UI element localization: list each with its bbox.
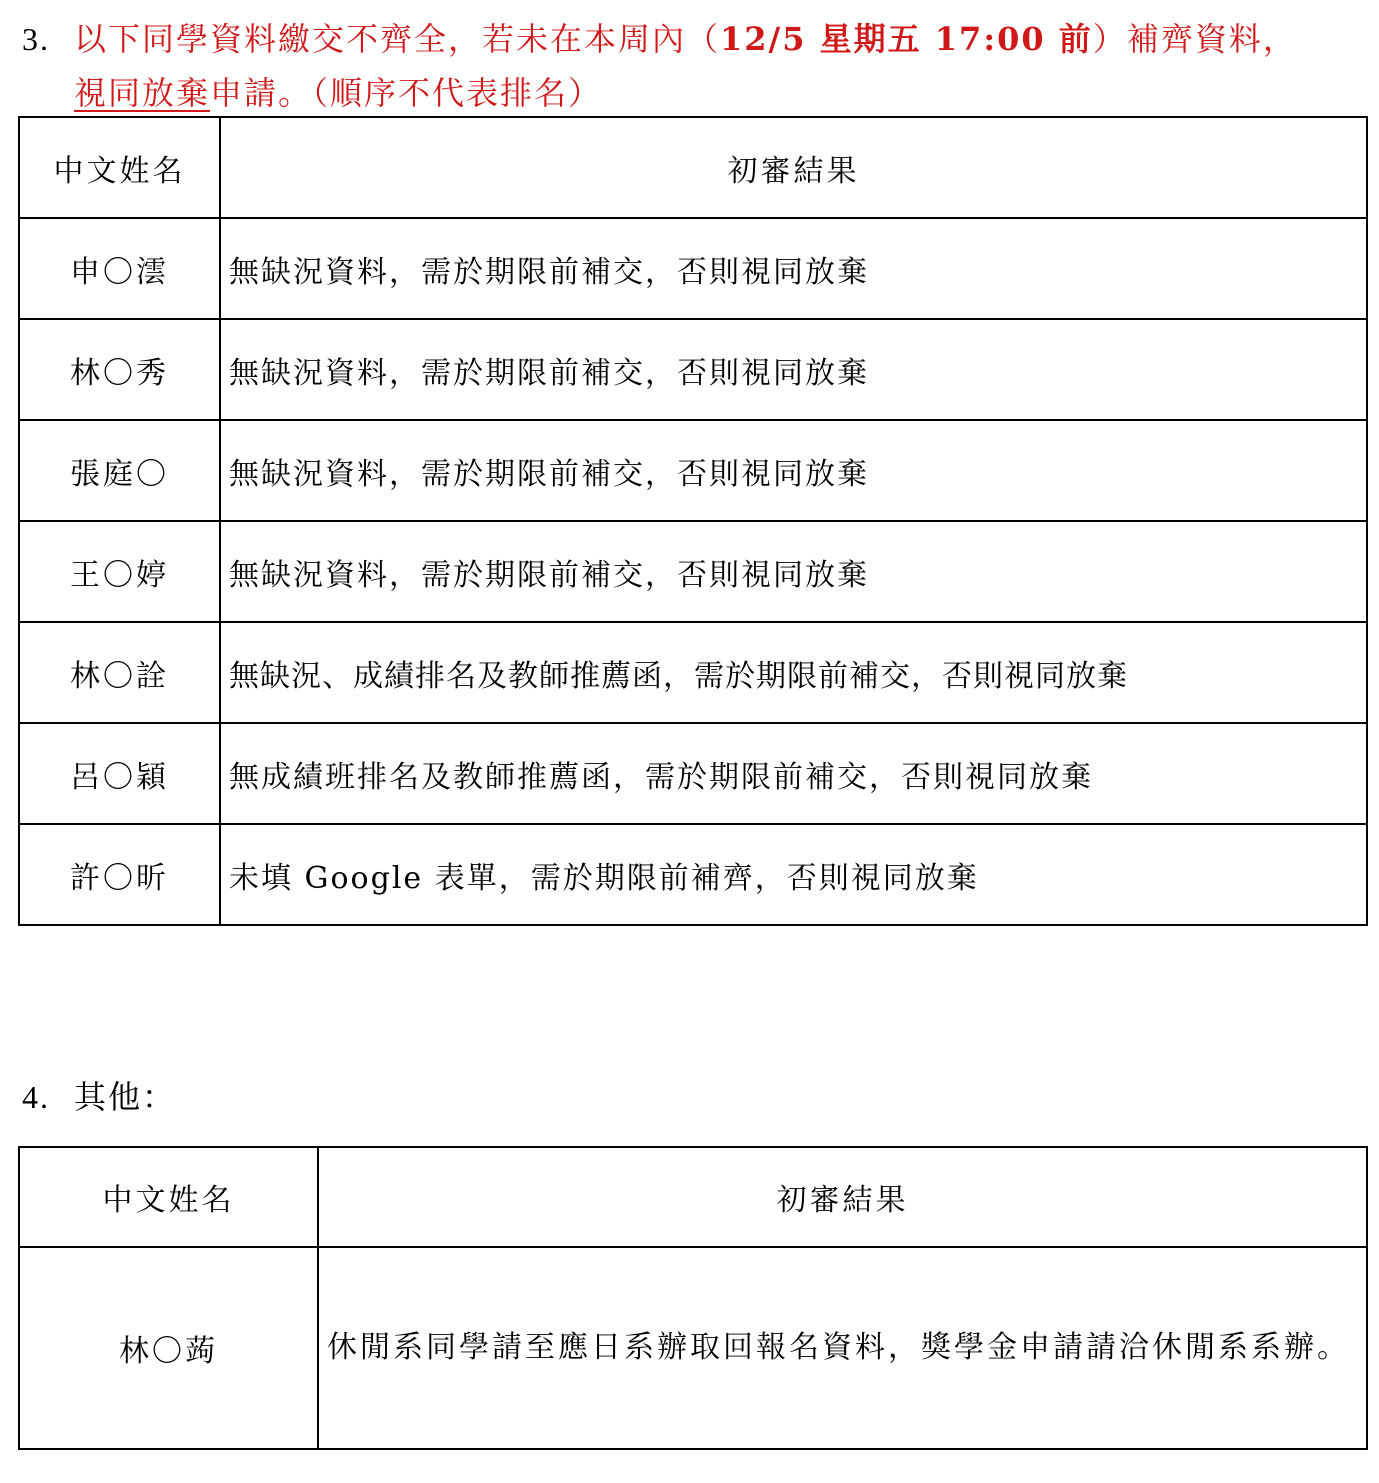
student-name: 呂〇穎 (19, 723, 220, 824)
section-4-number: 4. (22, 1079, 50, 1115)
review-result: 休閒系同學請至應日系辦取回報名資料，獎學金申請請洽休閒系系辦。 (318, 1247, 1367, 1449)
table-row (19, 1247, 1367, 1449)
review-result: 無缺況資料，需於期限前補交，否則視同放棄 (220, 521, 1367, 622)
table-row (19, 319, 1367, 420)
section-3-deadline: 12/5 星期五 17:00 前 (720, 20, 1093, 58)
student-name: 林〇詮 (19, 622, 220, 723)
review-result: 無成績班排名及教師推薦函，需於期限前補交，否則視同放棄 (220, 723, 1367, 824)
review-result: 無缺況、成績排名及教師推薦函，需於期限前補交，否則視同放棄 (220, 622, 1367, 723)
other-cases-table (18, 1146, 1368, 1450)
header-chinese-name: 中文姓名 (19, 1147, 318, 1247)
review-result: 無缺況資料，需於期限前補交，否則視同放棄 (220, 218, 1367, 319)
review-result: 無缺況資料，需於期限前補交，否則視同放棄 (220, 420, 1367, 521)
section-3-heading (22, 19, 1297, 59)
section-3-forfeit-text: 視同放棄 (74, 74, 211, 112)
student-name: 林〇秀 (19, 319, 220, 420)
table-row (19, 218, 1367, 319)
section-3-notice-part-c: ）補齊資料， (1092, 20, 1297, 58)
student-name: 許〇昕 (19, 824, 220, 925)
header-review-result: 初審結果 (220, 117, 1367, 218)
table-row (19, 521, 1367, 622)
table-header-row (19, 117, 1367, 218)
student-name: 申〇澐 (19, 218, 220, 319)
table-row (19, 824, 1367, 925)
section-3-heading-line2 (74, 73, 602, 113)
incomplete-applications-table (18, 116, 1368, 926)
student-name: 王〇婷 (19, 521, 220, 622)
header-review-result: 初審結果 (318, 1147, 1367, 1247)
section-4-title: 其他： (74, 1078, 177, 1116)
table-row (19, 723, 1367, 824)
review-result: 無缺況資料，需於期限前補交，否則視同放棄 (220, 319, 1367, 420)
section-4-heading (22, 1077, 176, 1117)
review-result: 未填 Google 表單，需於期限前補齊，否則視同放棄 (220, 824, 1367, 925)
table-row (19, 420, 1367, 521)
header-chinese-name: 中文姓名 (19, 117, 220, 218)
student-name: 林〇蒟 (19, 1247, 318, 1449)
section-3-notice-part-a: 以下同學資料繳交不齊全，若未在本周內（ (74, 20, 721, 58)
table-header-row (19, 1147, 1367, 1247)
section-3-notice-part-e: 申請。（順序不代表排名） (210, 74, 603, 112)
table-row (19, 622, 1367, 723)
student-name: 張庭〇 (19, 420, 220, 521)
section-3-number: 3. (22, 21, 50, 57)
